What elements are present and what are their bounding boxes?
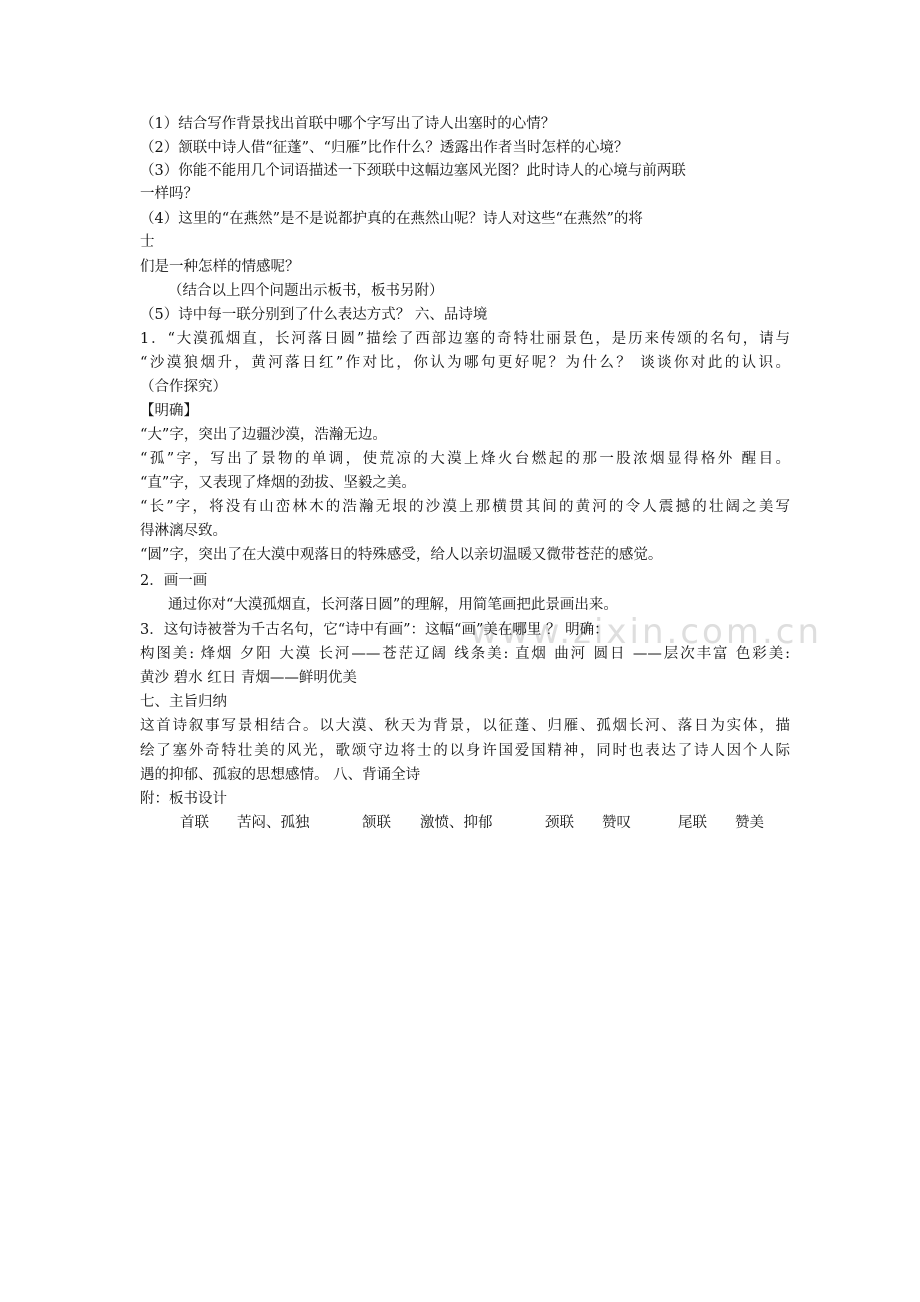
board-note: （结合以上四个问题出示板书，板书另附） xyxy=(168,283,444,299)
board-shoulian-feeling: 苦闷、孤独 xyxy=(237,815,310,831)
appendix-heading: 附：板书设计 xyxy=(140,791,227,807)
question-2: （2）颔联中诗人借“征蓬”、“归雁”比作什么？透露出作者当时怎样的心境？ xyxy=(140,140,629,156)
question-4: （4）这里的“在燕然”是不是说都护真的在燕然山呢？诗人对这些“在燕然”的将 xyxy=(140,211,643,227)
item-3-beauty: 构图美: 烽烟 夕阳 大漠 长河——苍茫辽阔 线条美: 直烟 曲河 圆日 ——层次丰富 色彩美: xyxy=(140,646,790,662)
item-2-heading: 2．画一画 xyxy=(140,573,208,589)
mingque-heading: 【明确】 xyxy=(140,403,198,419)
board-hanlian: 颔联 xyxy=(362,815,391,831)
analysis-chang-cont: 得淋漓尽致。 xyxy=(140,523,227,539)
analysis-chang: “长”字，将没有山峦林木的浩瀚无垠的沙漠上那横贯其间的黄河的令人震撼的壮阔之美写 xyxy=(140,499,790,515)
watermark: www.zixin.com.cn xyxy=(470,612,822,652)
board-weilian-feeling: 赞美 xyxy=(735,815,764,831)
section-7-heading: 七、主旨归纳 xyxy=(140,694,227,710)
question-4-cont-1: 士 xyxy=(140,234,155,250)
question-4-cont-2: 们是一种怎样的情感呢？ xyxy=(140,259,300,275)
item-1-line-2: “沙漠狼烟升，黄河落日红”作对比，你认为哪句更好呢？为什么？ 谈谈你对此的认识。 xyxy=(140,355,790,371)
analysis-gu: “孤”字，写出了景物的单调，使荒凉的大漠上烽火台燃起的那一股浓烟显得格外 醒目。 xyxy=(140,451,790,467)
board-jinglian: 颈联 xyxy=(545,815,574,831)
theme-line-2: 绘了塞外奇特壮美的风光，歌颂守边将士的以身许国爱国精神，同时也表达了诗人因个人际 xyxy=(140,743,790,759)
item-1-line-3: （合作探究） xyxy=(140,379,227,395)
board-shoulian: 首联 xyxy=(180,815,209,831)
question-3: （3）你能不能用几个词语描述一下颈联中这幅边塞风光图？此时诗人的心境与前两联 xyxy=(140,163,686,179)
board-jinglian-feeling: 赞叹 xyxy=(602,815,631,831)
analysis-yuan: “圆”字，突出了在大漠中观落日的特殊感受，给人以亲切温暖又微带苍茫的感觉。 xyxy=(140,547,663,563)
theme-line-3: 遇的抑郁、孤寂的思想感情。 八、背诵全诗 xyxy=(140,767,421,783)
item-3-beauty-cont: 黄沙 碧水 红日 青烟——鲜明优美 xyxy=(140,670,357,686)
item-1-line-1: 1．“大漠孤烟直，长河落日圆”描绘了西部边塞的奇特壮丽景色，是历来传颂的名句，请与 xyxy=(140,331,790,347)
board-design xyxy=(140,814,790,834)
question-3-cont: 一样吗？ xyxy=(140,186,198,202)
board-weilian: 尾联 xyxy=(678,815,707,831)
question-5: （5）诗中每一联分别到了什么表达方式？ 六、品诗境 xyxy=(140,307,488,323)
theme-line-1: 这首诗叙事写景相结合。以大漠、秋天为背景，以征蓬、归雁、孤烟长河、落日为实体，描 xyxy=(140,718,790,734)
analysis-zhi: “直”字，又表现了烽烟的劲拔、坚毅之美。 xyxy=(140,475,416,491)
item-3: 3．这句诗被誉为千古名句，它“诗中有画”：这幅“画”美在哪里 ？ 明确： xyxy=(140,622,609,638)
question-1: （1）结合写作背景找出首联中哪个字写出了诗人出塞时的心情？ xyxy=(140,116,556,132)
item-2-body: 通过你对“大漠孤烟直，长河落日圆”的理解，用简笔画把此景画出来。 xyxy=(168,597,618,613)
analysis-da: “大”字，突出了边疆沙漠，浩瀚无边。 xyxy=(140,427,387,443)
board-hanlian-feeling: 激愤、抑郁 xyxy=(420,815,493,831)
